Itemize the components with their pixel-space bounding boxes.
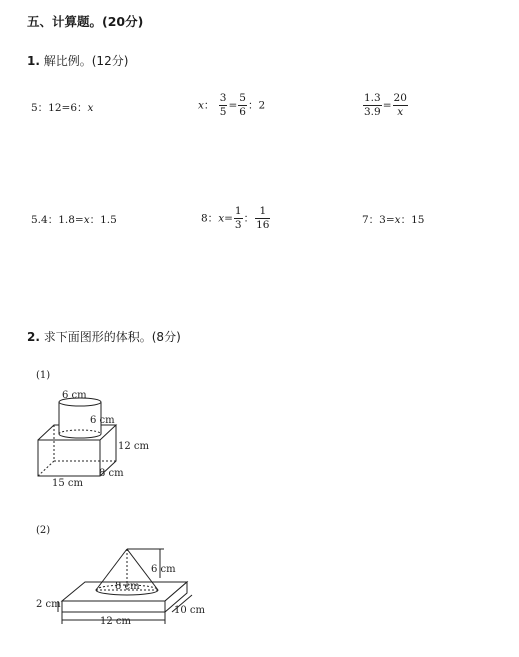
- fig1-cyl-d-label: 6 cm: [62, 390, 87, 401]
- fig2-slab-l-label: 12 cm: [100, 616, 131, 627]
- equation-1-left: 5：12=6：: [31, 102, 88, 114]
- fig2-slab-h-label: 2 cm: [36, 599, 61, 610]
- equation-5-num-2: 1: [255, 205, 270, 219]
- equation-6-var: x: [394, 214, 401, 226]
- fig2-cone-h-label: 6 cm: [151, 564, 176, 575]
- slab-front-face: [62, 601, 165, 612]
- fig1-box-w-label: 8 cm: [99, 468, 124, 479]
- section-title: 五、计算题。(20分): [27, 14, 144, 29]
- equation-3-num-1: 1.3: [364, 92, 381, 104]
- figure-2-tag: (2): [36, 525, 51, 536]
- equation-6-tail: ：15: [400, 214, 425, 226]
- equation-4-var: x: [83, 214, 90, 226]
- equation-6-left: 7：3=: [362, 214, 395, 226]
- equation-2-tail: ：2: [247, 99, 266, 112]
- equation-5-den-1: 3: [234, 219, 242, 231]
- equation-2-num-1: 3: [219, 92, 227, 104]
- fig2-slab-w-label: 10 cm: [174, 605, 205, 616]
- equation-5-num-1: 1: [234, 205, 242, 217]
- equation-1-var: x: [87, 102, 94, 114]
- equation-5-eq: =: [224, 212, 233, 225]
- question-1-text: 解比例。(12分): [43, 54, 129, 68]
- figure-1-tag: (1): [36, 370, 51, 381]
- equation-2-num-2: 5: [239, 92, 246, 104]
- equation-2-eq: =: [228, 99, 238, 112]
- equation-3-eq: =: [382, 99, 392, 112]
- question-2-text: 求下面图形的体积。(8分): [43, 330, 181, 344]
- equation-5-den-2: 16: [256, 219, 270, 231]
- equation-5-var: x: [218, 212, 225, 225]
- question-2-number: 2.: [27, 330, 40, 344]
- equation-2-var: x: [198, 99, 204, 112]
- question-1-number: 1.: [27, 54, 40, 68]
- equation-3-den-2: x: [397, 106, 404, 118]
- equation-2-sep: ：: [203, 99, 215, 112]
- fig1-box-l-label: 15 cm: [52, 478, 83, 489]
- fig2-cone-d-label: 8 cm: [115, 581, 140, 592]
- equation-3-num-2: 20: [393, 92, 407, 104]
- fig1-box-h-label: 12 cm: [118, 441, 149, 452]
- equation-2-den-1: 5: [219, 106, 227, 118]
- equation-3-den-1: 3.9: [364, 106, 381, 118]
- equation-5-sep: ：: [243, 212, 255, 225]
- fig1-cyl-h-label: 6 cm: [90, 415, 115, 426]
- equation-2-den-2: 6: [239, 106, 246, 118]
- equation-5-left: 8：: [201, 212, 219, 225]
- equation-4-tail: ：1.5: [89, 214, 117, 226]
- equation-4-left: 5.4：1.8=: [31, 214, 84, 226]
